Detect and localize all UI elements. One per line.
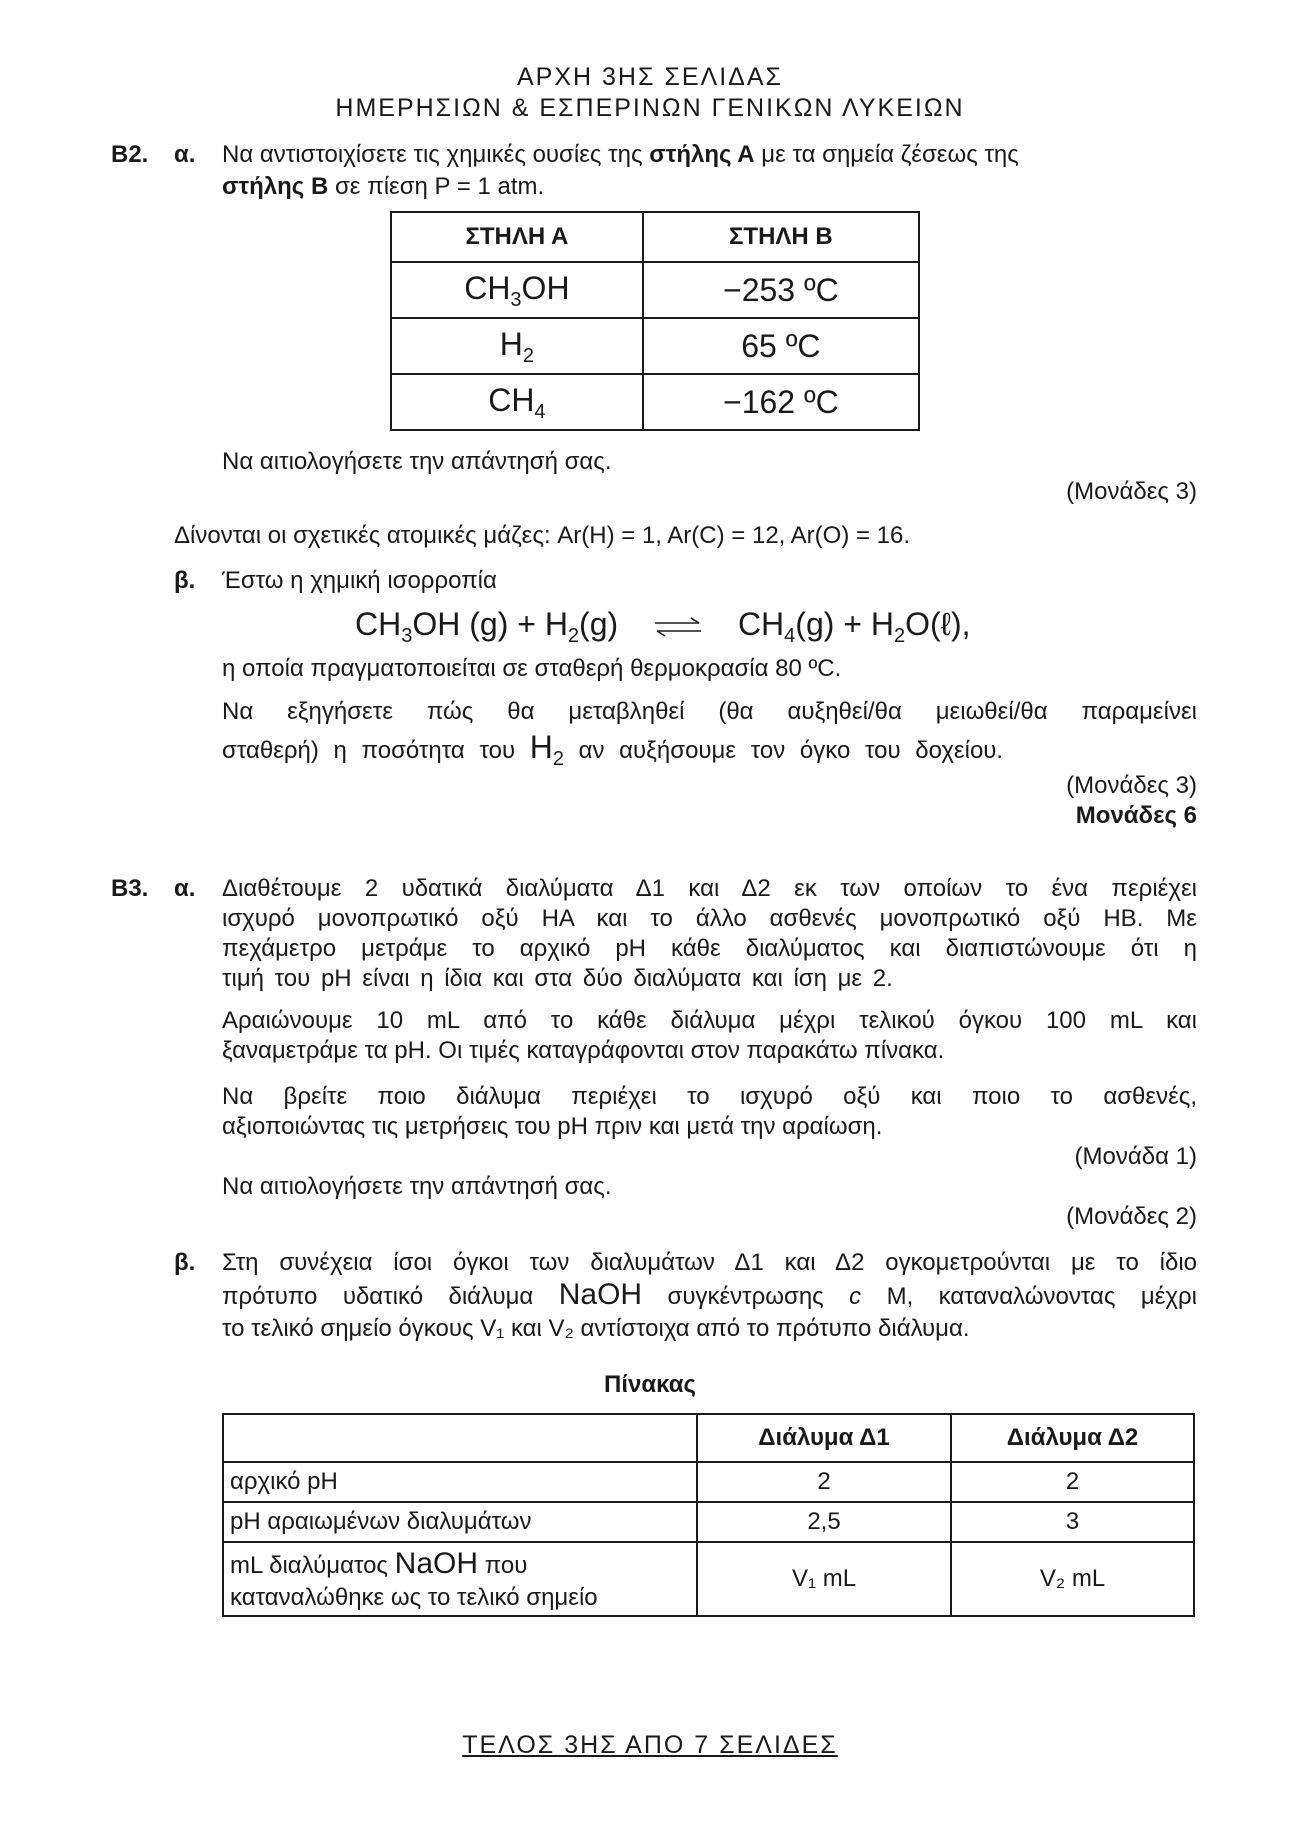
subquestion-label-b3a: α. bbox=[174, 875, 196, 902]
b2a-justify: Να αιτιολογήσετε την απάντησή σας. bbox=[222, 448, 612, 475]
b2a-text: Να αντιστοιχίσετε τις χημικές ουσίες της bbox=[222, 141, 650, 168]
b3a-paragraph-1 bbox=[222, 874, 1197, 994]
b3a-marks-1: (Μονάδα 1) bbox=[1074, 1143, 1197, 1170]
b2a-text: με τα σημεία ζέσεως της bbox=[754, 141, 1019, 168]
equilibrium-equation: $CH_3OH$ $(g) + H_2(g) CH_4(g)$ + $H_2O(\ell)$, bbox=[355, 606, 971, 647]
b2a-statement-line-1 bbox=[222, 140, 1197, 170]
b2b-condition: η οποία πραγματοποιείται σε σταθερή θερμοκρασία 80 ºC. bbox=[222, 655, 842, 682]
boiling-point-2: 65 ºC bbox=[643, 318, 919, 374]
b3a-line: Να βρείτε ποιο διάλυμα περιέχει το ισχυρό οξύ και ποιο το ασθενές, bbox=[222, 1083, 1197, 1110]
b3a-paragraph-3 bbox=[222, 1082, 1197, 1142]
boiling-point-1: −253 ºC bbox=[643, 262, 919, 318]
header-solution-d1: Διάλυμα Δ1 bbox=[697, 1414, 951, 1462]
row-label-naoh-volume: mL διαλύματος NaOH που καταναλώθηκε ως το τελικό σημείο bbox=[223, 1542, 697, 1616]
b3a-line: Διαθέτουμε 2 υδατικά διαλύματα Δ1 και Δ2 εκ των οποίων το ένα περιέχει bbox=[222, 875, 1197, 902]
b3b-line: πρότυπο υδατικό διάλυμα NaOH συγκέντρωσης c M, καταναλώνοντας μέχρι bbox=[222, 1278, 1197, 1311]
d2-initial-ph: 2 bbox=[951, 1462, 1194, 1502]
b3a-line: πεχάμετρο μετράμε το αρχικό pH κάθε διαλύματος και διαπιστώνουμε ότι η bbox=[222, 935, 1197, 962]
subquestion-label-b2a: α. bbox=[174, 141, 196, 168]
b3b-line: το τελικό σημείο όγκους V₁ και V₂ αντίστοιχα από το πρότυπο διάλυμα. bbox=[222, 1314, 970, 1342]
b3b-statement bbox=[222, 1248, 1197, 1344]
b2a-column-a-ref: στήλης Α bbox=[649, 141, 755, 168]
b3b-line: Στη συνέχεια ίσοι όγκοι των διαλυμάτων Δ1 και Δ2 ογκομετρούνται με το ίδιο bbox=[222, 1249, 1197, 1276]
table-corner-cell bbox=[223, 1414, 697, 1462]
b2-total-marks: Μονάδες 6 bbox=[1075, 802, 1197, 829]
b3a-line: αξιοποιώντας τις μετρήσεις του pH πριν και μετά την αραίωση. bbox=[222, 1113, 883, 1140]
subquestion-label-b2b: β. bbox=[174, 567, 196, 594]
b2b-question-line-1: Να εξηγήσετε πώς θα μεταβληθεί (θα αυξηθεί/θα μειωθεί/θα παραμείνει bbox=[222, 698, 1197, 725]
column-b-header: ΣΤΗΛΗ Β bbox=[643, 212, 919, 262]
b2a-statement-line-2 bbox=[222, 172, 544, 202]
b3a-marks-2: (Μονάδες 2) bbox=[1066, 1203, 1197, 1230]
d1-initial-ph: 2 bbox=[697, 1462, 951, 1502]
b3a-line: τιμή του pH είναι η ίδια και στα δύο διαλύματα και ίση με 2. bbox=[222, 965, 893, 992]
compound-methanol: $CH_3OH$ bbox=[391, 262, 643, 318]
matching-table bbox=[390, 211, 920, 431]
header-solution-d2: Διάλυμα Δ2 bbox=[951, 1414, 1194, 1462]
b3a-paragraph-2 bbox=[222, 1006, 1197, 1066]
b2a-text: σε πίεση P = 1 atm. bbox=[328, 173, 545, 200]
measurements-table bbox=[222, 1413, 1195, 1617]
header-line-2: ΗΜΕΡΗΣΙΩΝ & ΕΣΠΕΡΙΝΩΝ ΓΕΝΙΚΩΝ ΛΥΚΕΙΩΝ bbox=[335, 94, 965, 122]
subquestion-label-b3b: β. bbox=[174, 1249, 196, 1276]
d2-diluted-ph: 3 bbox=[951, 1502, 1194, 1542]
b2b-intro: Έστω η χημική ισορροπία bbox=[222, 567, 497, 594]
b2-given-masses: Δίνονται οι σχετικές ατομικές μάζες: Ar(H) = 1, Ar(C) = 12, Ar(O) = 16. bbox=[174, 522, 911, 549]
d1-diluted-ph: 2,5 bbox=[697, 1502, 951, 1542]
boiling-point-3: −162 ºC bbox=[643, 374, 919, 430]
question-number-b2: Β2. bbox=[111, 141, 149, 168]
compound-methane: $CH_4$ bbox=[391, 374, 643, 430]
d1-naoh-volume: V₁ mL bbox=[697, 1542, 951, 1616]
row-label-initial-ph: αρχικό pH bbox=[223, 1462, 697, 1502]
b2b-question-line-2: σταθερή) η ποσότητα του $H_2$ αν αυξήσουμε τον όγκο του δοχείου. bbox=[222, 729, 1004, 770]
header-line-1: ΑΡΧΗ 3ΗΣ ΣΕΛΙΔΑΣ bbox=[517, 63, 783, 91]
compound-hydrogen: $H_2$ bbox=[391, 318, 643, 374]
page-footer: ΤΕΛΟΣ 3ΗΣ ΑΠΟ 7 ΣΕΛΙΔΕΣ bbox=[462, 1731, 838, 1759]
b2a-column-b-ref: στήλης Β bbox=[222, 173, 329, 200]
b2b-marks: (Μονάδες 3) bbox=[1066, 772, 1197, 799]
b3a-line: ξαναμετράμε τα pH. Οι τιμές καταγράφονται στον παρακάτω πίνακα. bbox=[222, 1037, 945, 1064]
b3a-line: Αραιώνουμε 10 mL από το κάθε διάλυμα μέχρι τελικού όγκου 100 mL και bbox=[222, 1007, 1197, 1034]
table-title: Πίνακας bbox=[604, 1371, 696, 1398]
column-a-header: ΣΤΗΛΗ Α bbox=[391, 212, 643, 262]
b3a-justify: Να αιτιολογήσετε την απάντησή σας. bbox=[222, 1173, 612, 1200]
b2a-marks: (Μονάδες 3) bbox=[1066, 478, 1197, 505]
b3a-line: ισχυρό μονοπρωτικό οξύ ΗΑ και το άλλο ασθενές μονοπρωτικό οξύ ΗΒ. Με bbox=[222, 905, 1197, 932]
question-number-b3: Β3. bbox=[111, 875, 149, 902]
d2-naoh-volume: V₂ mL bbox=[951, 1542, 1194, 1616]
row-label-diluted-ph: pH αραιωμένων διαλυμάτων bbox=[223, 1502, 697, 1542]
equilibrium-arrows-icon bbox=[653, 617, 703, 637]
